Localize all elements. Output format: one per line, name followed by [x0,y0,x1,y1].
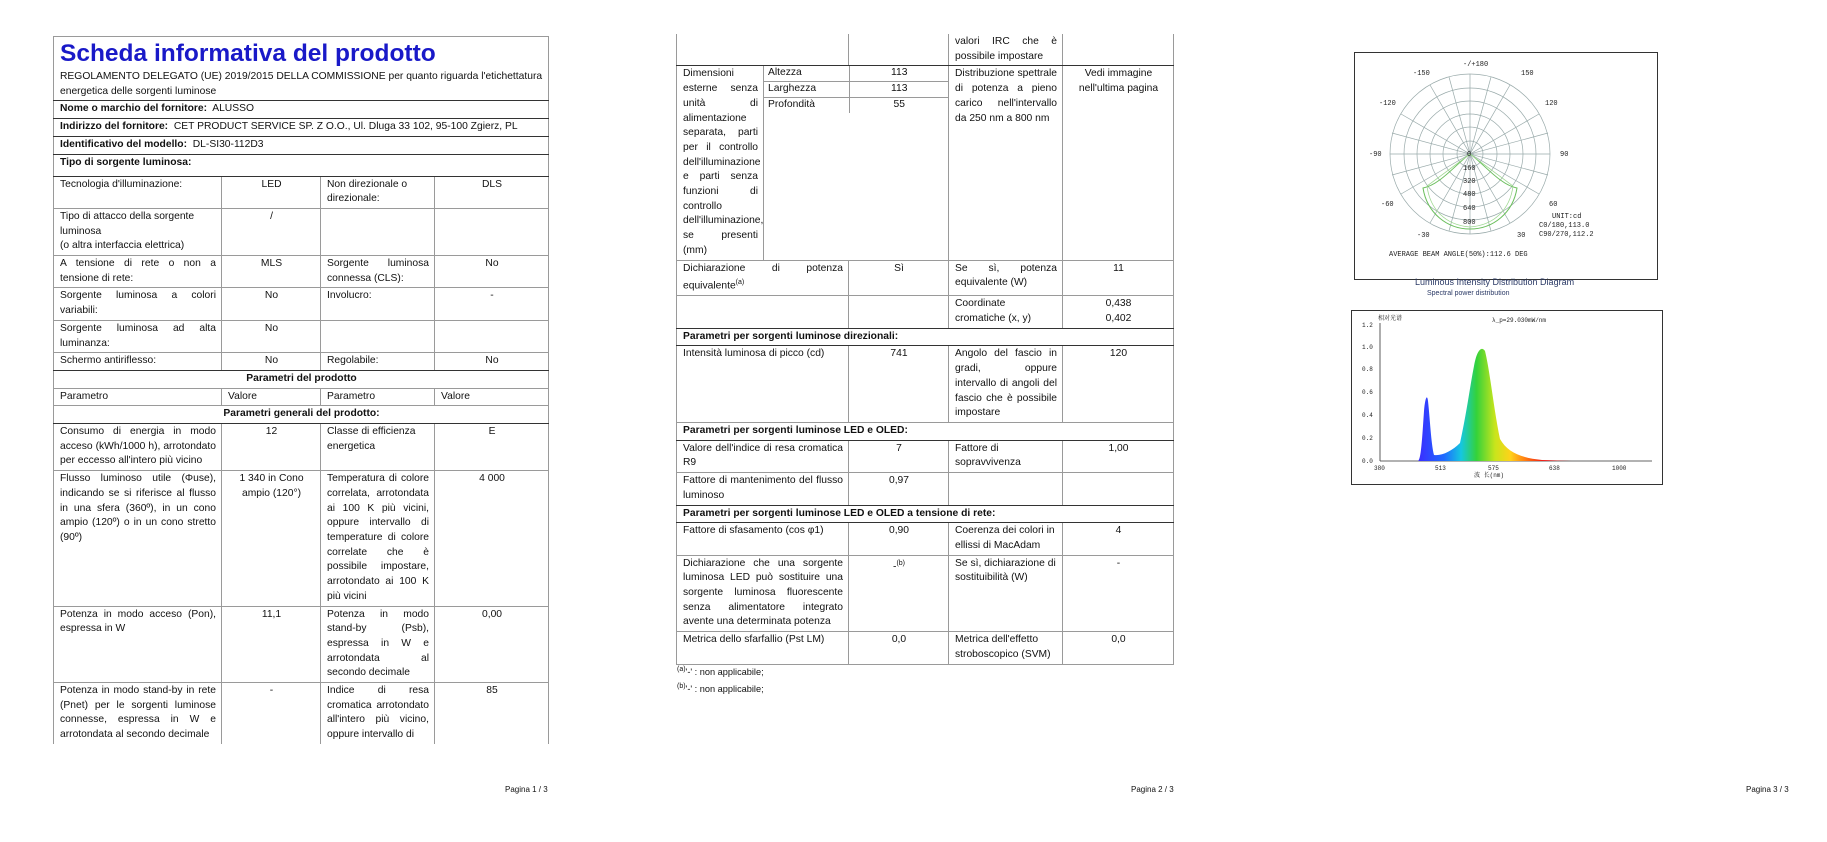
column-headers: Parametro Valore Parametro Valore [54,388,549,406]
polar-angle-label: 60 [1549,201,1558,209]
type-row: Tipo di attacco della sorgente luminosa (o altra interfaccia elettrica) / [54,208,549,255]
spectrum-ytick: 0.4 [1362,412,1373,419]
dimensions-row: Dimensioni esterne senza unità di alimentazione separata, parti per il controllo dell'illuminazione e parti senza funzioni di controllo dell'illuminazione, se presenti (mm) Altezza 113 Larghezza 113 Profondità 55 Distribuzione spettrale di potenza a pieno carico nell'intervallo da 250 nm a 800 nm Vedi immagine nell'ultima pagina [677,66,1174,260]
polar-angle-label: 150 [1521,70,1534,78]
polar-angle-label: -30 [1417,232,1430,240]
peak-intensity-row: Intensità luminosa di picco (cd) 741 Angolo del fascio in gradi, oppure intervallo di angoli del fascio che è possibile impostare 120 [677,346,1174,423]
spectrum-xtick: 575 [1488,465,1499,472]
page-3 [1218,0,1827,842]
general-header: Parametri generali del prodotto: [54,406,549,424]
polar-radial-label: 160 [1463,165,1476,173]
polar-angle-label: -90 [1369,151,1382,159]
page-title: Scheda informativa del prodotto [60,40,436,67]
polar-angle-label: -120 [1379,100,1396,108]
spectrum-xtick: 1000 [1612,465,1627,472]
type-row: A tensione di rete o non a tensione di rete: MLS Sorgente luminosa connessa (CLS): No [54,256,549,288]
type-row: Sorgente luminosa ad alta luminanza: No [54,320,549,352]
product-info-table-cont [676,34,1174,665]
maintenance-row: Fattore di mantenimento del flusso luminoso 0,97 [677,473,1174,505]
spectrum-ylabel: 相对光谱 [1378,315,1403,322]
type-row: Sorgente luminosa a colori variabili: No Involucro: - [54,288,549,320]
page-2 [609,0,1218,842]
spectrum-caption: Spectral power distribution [1427,290,1510,297]
polar-svg [1355,53,1657,279]
page-1 [0,0,609,842]
r9-row: Valore dell'indice di resa cromatica R9 7 Fattore di sopravvivenza 1,00 [677,440,1174,472]
footnote-a: $^{(a)}$'-' : non applicabile; [677,666,764,678]
polar-angle-label: 90 [1560,151,1569,159]
polar-radial-label: 480 [1463,191,1476,199]
polar-angle-label: -150 [1413,70,1430,78]
spectrum-chart [1351,310,1663,485]
type-row: Schermo antiriflesso: No Regolabile: No [54,353,549,371]
spectrum-svg [1352,311,1662,484]
spectrum-ytick: 0.2 [1362,435,1373,442]
type-row: Tecnologia d'illuminazione: LED Non direzionale o direzionale: DLS [54,176,549,208]
spectrum-ytick: 0.0 [1362,458,1373,465]
regulation-text: REGOLAMENTO DELEGATO (UE) 2019/2015 DELLA COMMISSIONE per quanto riguarda l'etichettatura energetica delle sorgenti luminose [54,69,549,101]
cri-range-cont: valori IRC che è possibile impostare [949,34,1063,66]
param-row: Potenza in modo acceso (Pon), espressa in W 11,1 Potenza in modo stand-by (Psb), espressa in W e arrotondata al secondo decimale 0,00 [54,606,549,683]
polar-unit: UNIT:cd [1552,213,1582,221]
replacement-row: Dichiarazione che una sorgente luminosa LED può sostituire una sorgente luminosa fluorescente senza alimentatore integrato avente una determinata potenza -$^{(b)}$ Se sì, dichiarazione di sostituibilità (W) - [677,555,1174,632]
polar-series: C90/270,112.2 [1539,231,1594,239]
param-row: Consumo di energia in modo acceso (kWh/1000 h), arrotondato per eccesso all'intero più vicino 12 Classe di efficienza energetica E [54,424,549,471]
equivalent-power-row: Dichiarazione di potenza equivalente$^{(a)}$ Sì Se sì, potenza equivalente (W) 11 [677,260,1174,296]
address-row: Indirizzo del fornitore: CET PRODUCT SERVICE SP. Z O.O., Ul. Dluga 33 102, 95-100 Zgierz, PL [54,119,549,137]
supplier-row: Nome o marchio del fornitore: ALUSSO [54,101,549,119]
params-header: Parametri del prodotto [54,370,549,388]
spectrum-peak: λ_p=29.030mW/nm [1492,317,1547,324]
polar-radial-label: 320 [1463,178,1476,186]
spectrum-xtick: 513 [1435,465,1446,472]
param-row: Potenza in modo stand-by in rete (Pnet) per le sorgenti luminose connesse, espressa in W e arrotondata al secondo decimale - Indice di resa cromatica arrotondato all'intero più vicino, oppure intervallo di 85 [54,683,549,744]
flicker-row: Metrica dello sfarfallio (Pst LM) 0,0 Metrica dell'effetto stroboscopico (SVM) 0,0 [677,632,1174,664]
model-row: Identificativo del modello: DL-SI30-112D3 [54,136,549,154]
polar-radial-label: 0 [1467,151,1472,159]
polar-avg-beam: AVERAGE BEAM ANGLE(50%):112.6 DEG [1389,251,1528,259]
mains-header: Parametri per sorgenti luminose LED e OLED a tensione di rete: [677,505,1174,523]
dimensions-table: Altezza 113 Larghezza 113 Profondità 55 [764,66,949,112]
phase-row: Fattore di sfasamento (cos φ1) 0,90 Coerenza dei colori in ellissi di MacAdam 4 [677,523,1174,555]
spectrum-xtick: 638 [1549,465,1560,472]
polar-angle-label: -60 [1381,201,1394,209]
polar-caption: Luminous Intensity Distribution Diagram [1415,277,1575,287]
directional-header: Parametri per sorgenti luminose direzionali: [677,328,1174,346]
spectrum-ytick: 1.0 [1362,344,1373,351]
spectrum-xtick: 380 [1374,465,1385,472]
spectrum-ytick: 0.8 [1362,366,1373,373]
type-header: Tipo di sorgente luminosa: [54,154,549,176]
chromaticity-row: Coordinate cromatiche (x, y) 0,438 0,402 [677,296,1174,328]
led-header: Parametri per sorgenti luminose LED e OLED: [677,423,1174,441]
page-number: Pagina 3 / 3 [1746,785,1789,794]
polar-radial-label: 640 [1463,205,1476,213]
polar-angle-label: 120 [1545,100,1558,108]
page-number: Pagina 2 / 3 [1131,785,1174,794]
spectrum-xlabel: 波 长(nm) [1474,472,1505,479]
polar-angle-label: 30 [1517,232,1526,240]
spectrum-ytick: 1.2 [1362,322,1373,329]
footnote-b: $^{(b)}$'-' : non applicabile; [677,683,764,695]
product-info-table [53,36,549,744]
polar-angle-label: -/+180 [1463,61,1489,69]
param-row: Flusso luminoso utile (Φuse), indicando se si riferisce al flusso in una sfera (360º), in un cono ampio (120º) o in un cono stretto (90º) 1 340 in Cono ampio (120°) Temperatura di colore correlata, arrotondata ai 100 K più vicini, oppure intervallo di temperature di colore correlate che è possibile impostare, arrotondato ai 100 K più vicini 4 000 [54,471,549,606]
polar-diagram [1354,52,1658,280]
polar-series: C0/180,113.0 [1539,222,1590,230]
spectrum-ytick: 0.6 [1362,389,1373,396]
polar-radial-label: 800 [1463,219,1476,227]
page-number: Pagina 1 / 3 [505,785,548,794]
